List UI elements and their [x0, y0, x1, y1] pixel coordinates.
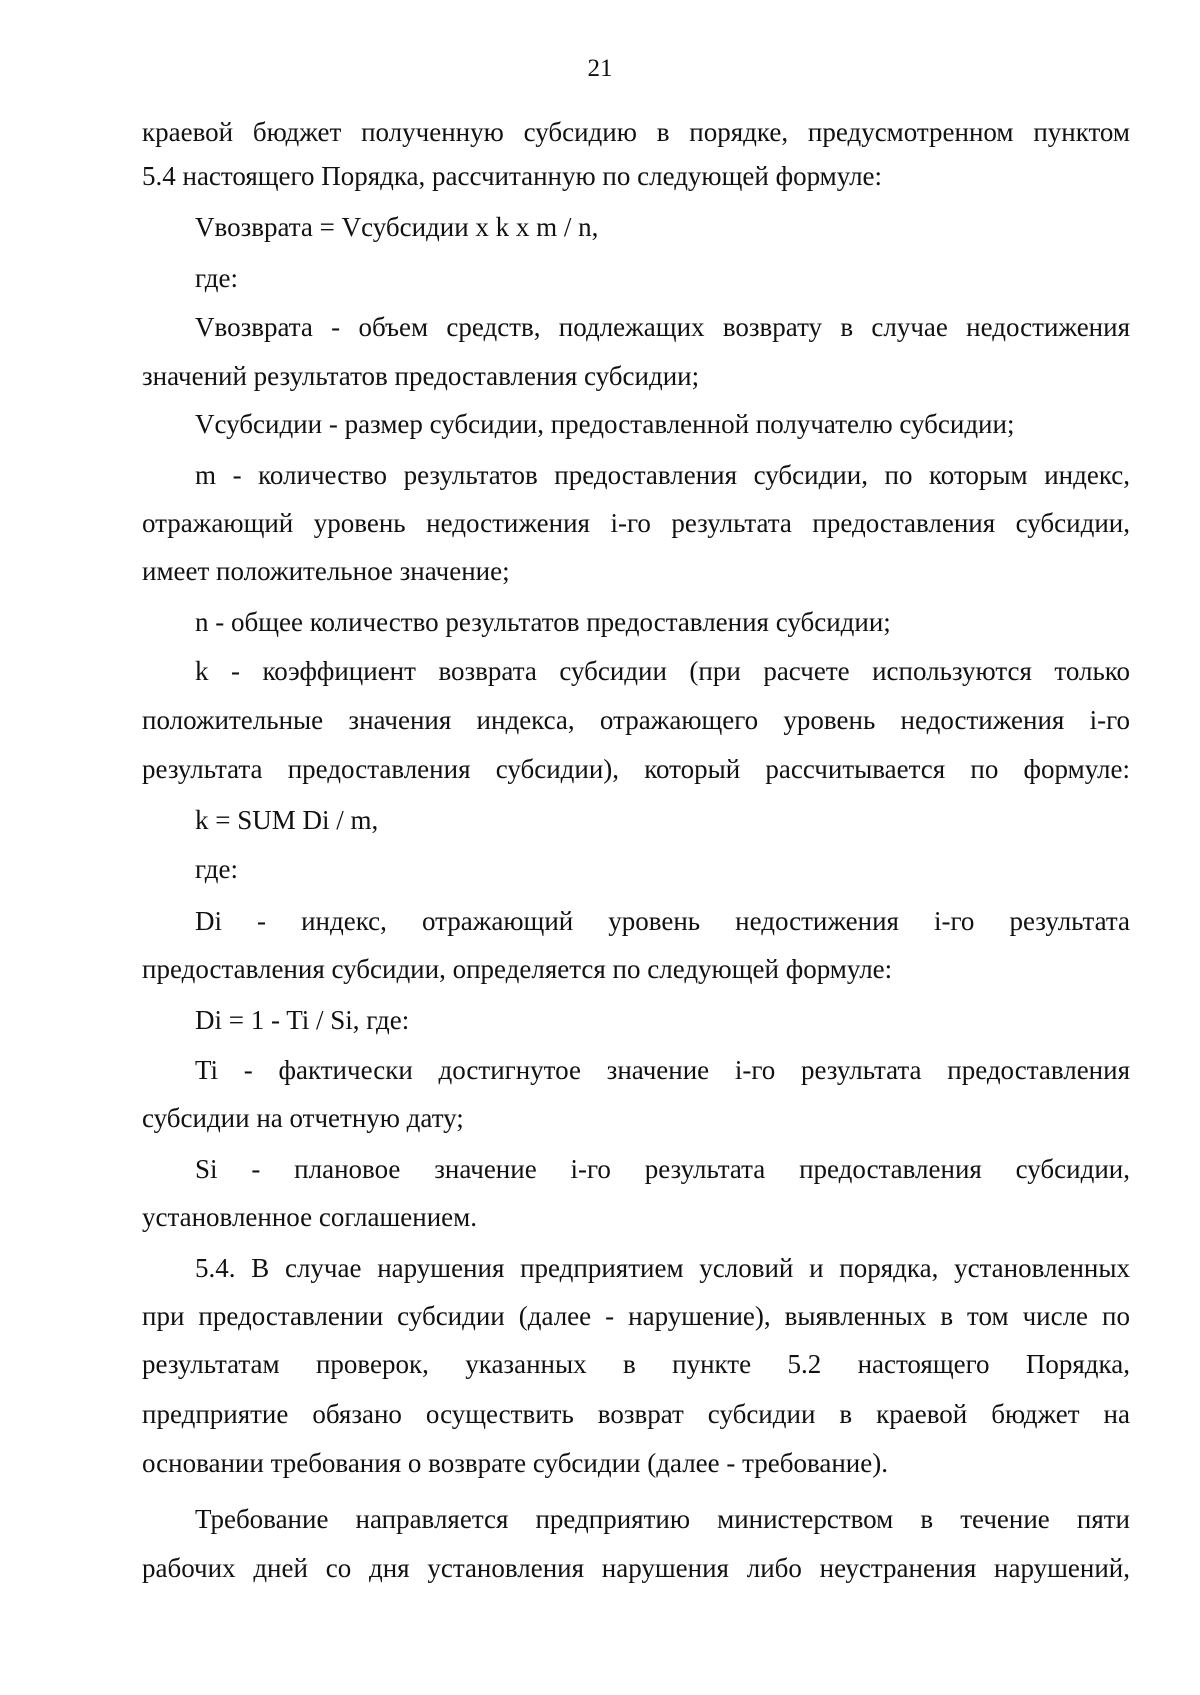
text-line: где:	[195, 263, 238, 293]
text-line: Vсубсидии - размер субсидии, предоставленной получателю субсидии;	[195, 409, 1015, 439]
text-line: результата предоставления субсидии), который рассчитывается по формуле:	[142, 754, 1130, 784]
text-line: Vвозврата - объем средств, подлежащих возврату в случае недостижения	[195, 312, 1130, 342]
text-line: Di - индекс, отражающий уровень недостижения i-го результата	[195, 906, 1130, 936]
text-line: n - общее количество результатов предоставления субсидии;	[195, 607, 891, 637]
text-line: установленное соглашением.	[142, 1202, 477, 1232]
formula-line: k = SUM Di / m,	[195, 805, 379, 835]
text-line: краевой бюджет полученную субсидию в порядке, предусмотренном пунктом	[142, 117, 1130, 147]
text-line: предоставления субсидии, определяется по следующей формуле:	[142, 954, 893, 984]
text-line: 5.4. В случае нарушения предприятием условий и порядка, установленных	[195, 1253, 1130, 1283]
formula-line: Di = 1 - Ti / Si, где:	[195, 1005, 410, 1035]
text-line: предприятие обязано осуществить возврат субсидии в краевой бюджет на	[142, 1399, 1130, 1429]
text-line: Требование направляется предприятию министерством в течение пяти	[195, 1504, 1130, 1534]
text-line: k - коэффициент возврата субсидии (при расчете используются только	[195, 656, 1130, 686]
text-line: результатам проверок, указанных в пункте 5.2 настоящего Порядка,	[142, 1349, 1130, 1379]
text-line: рабочих дней со дня установления нарушения либо неустранения нарушений,	[142, 1553, 1130, 1583]
formula-line: Vвозврата = Vсубсидии x k x m / n,	[195, 212, 599, 242]
text-line: положительные значения индекса, отражающего уровень недостижения i-го	[142, 705, 1130, 735]
text-line: 5.4 настоящего Порядка, рассчитанную по следующей формуле:	[142, 161, 883, 191]
text-line: имеет положительное значение;	[142, 556, 510, 586]
text-line: отражающий уровень недостижения i-го результата предоставления субсидии,	[142, 508, 1130, 538]
text-line: Si - плановое значение i-го результата предоставления субсидии,	[195, 1154, 1130, 1184]
text-line: субсидии на отчетную дату;	[142, 1103, 464, 1133]
text-line: значений результатов предоставления субсидии;	[142, 361, 700, 391]
text-line: m - количество результатов предоставления субсидии, по которым индекс,	[195, 460, 1130, 490]
page-number: 21	[587, 55, 613, 82]
text-line: основании требования о возврате субсидии (далее - требование).	[142, 1448, 888, 1478]
text-line: Ti - фактически достигнутое значение i-го результата предоставления	[195, 1055, 1130, 1085]
text-line: при предоставлении субсидии (далее - нарушение), выявленных в том числе по	[142, 1301, 1130, 1331]
text-line: где:	[195, 854, 238, 884]
